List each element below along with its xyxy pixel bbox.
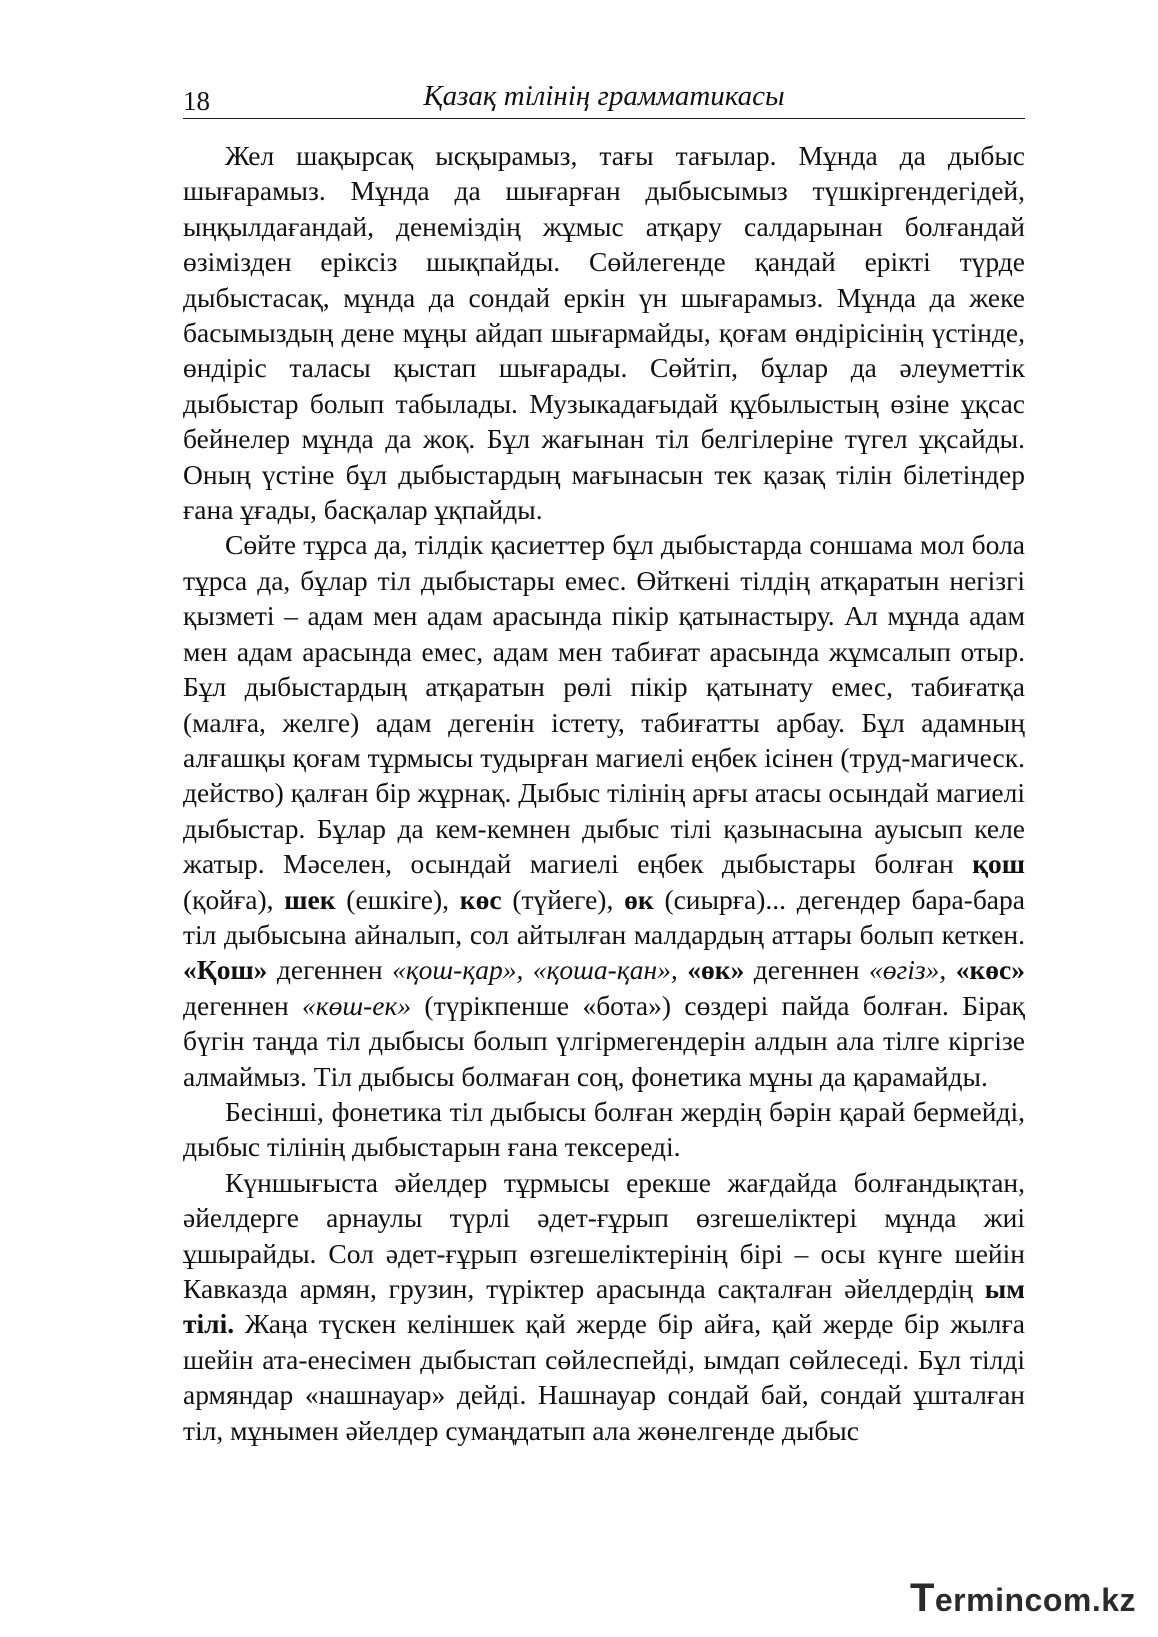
- watermark-text: ermincom.kz: [934, 1582, 1136, 1618]
- text-run: Сөйте тұрса да, тілдік қасиеттер бұл дыбыстарда соншама мол бола тұрса да, бұлар тіл дыбыстары емес. Өйткені тілдің атқаратын негізгі қызметі – адам мен адам арасында пікір қатынастыру. Ал мұнда адам мен адам арасында емес, адам мен табиғат арасында жұмсалып отыр. Бұл дыбыстардың атқаратын рөлі пікір қатынату емес, табиғатқа (малға, желге) адам дегенін істету, табиғатты арбау. Бұл адамның алғашқы қоғам тұрмысы тудырған магиелі еңбек ісінен (труд-магическ. действо) қалған бір жұрнақ. Дыбыс тілінің арғы атасы осындай магиелі дыбыстар. Бұлар да кем-кемнен дыбыс тілі қазынасына ауысып келе жатыр. Мәселен, осындай магиелі еңбек дыбыстары болған: [183, 529, 1025, 880]
- bold-term: өк: [624, 883, 654, 915]
- paragraph: [183, 138, 1025, 527]
- italic-term: «өгіз»,: [868, 954, 947, 986]
- running-title: Қазақ тілінің грамматикасы: [423, 80, 785, 112]
- watermark-logo: [910, 1576, 1136, 1621]
- paragraph: [183, 1094, 1025, 1165]
- text-run: Жел шақырсақ ысқырамыз, тағы тағылар. Мұнда да дыбыс шығарамыз. Мұнда да шығарған дыбысымыз түшкіргендегідей, ыңқылдағандай, денеміздің жұмыс атқару салдарынан болғандай өзімізден еріксіз шықпайды. Сөйлегенде қандай ерікті түрде дыбыстасақ, мұнда да сондай еркін үн шығарамыз. Мұнда да жеке басымыздың дене мұңы айдап шығармайды, қоғам өндірісінің үстінде, өндіріс таласы қыстап шығарады. Сөйтіп, бұлар да әлеуметтік дыбыстар болып табылады. Музыкадағыдай құбылыстың өзіне ұқсас бейнелер мұнда да жоқ. Бұл жағынан тіл белгілеріне түгел ұқсайды. Оның үстіне бұл дыбыстардың мағынасын тек қазақ тілін білетіндер ғана ұғады, басқалар ұқпайды.: [183, 140, 1025, 526]
- page-header: [183, 78, 1025, 119]
- bold-term: «өк»: [687, 954, 745, 986]
- text-run: дегеннен: [183, 989, 302, 1021]
- italic-term: «көш-ек»: [302, 989, 412, 1021]
- italic-term: «қош-қар», «қоша-қан»,: [392, 954, 678, 986]
- bold-term: «Қош»: [183, 954, 268, 986]
- bold-term: ым тілі.: [183, 1273, 1025, 1340]
- text-run: дегеннен: [267, 954, 393, 986]
- paragraph: [183, 1165, 1025, 1448]
- text-run: Бесінші, фонетика тіл дыбысы болған жердің бәрін қарай бермейді, дыбыс тілінің дыбыстарын ғана тексереді.: [183, 1095, 1025, 1163]
- text-run: (сиырға)... дегендер бара-бара тіл дыбысына айналып, сол айтылған малдардың аттары болып кеткен.: [183, 883, 1025, 950]
- text-run: (ешкіге),: [335, 883, 460, 915]
- bold-term: қош: [972, 848, 1025, 880]
- paragraph: [183, 527, 1025, 1094]
- bold-term: «көс»: [955, 954, 1025, 986]
- text-run: (түйеге),: [501, 883, 625, 915]
- text-run: [946, 954, 955, 985]
- text-run: (қойға),: [183, 883, 285, 915]
- body-text: [183, 138, 1025, 1448]
- bold-term: көс: [459, 883, 502, 915]
- page-number: 18: [183, 86, 210, 116]
- text-run: (түрікпенше «бота») сөздері пайда болған. Бірақ бүгін таңда тіл дыбысы болып үлгірмегендерін алдын ала тілге кіргізе алмаймыз. Тіл дыбысы болмаған соң, фонетика мұны да қарамайды.: [183, 989, 1025, 1092]
- text-run: дегеннен: [744, 954, 869, 986]
- text-run: [678, 954, 687, 985]
- text-run: Жаңа түскен келіншек қай жерде бір айға, қай жерде бір жылға шейін ата-енесімен дыбыстап сөйлеспейді, ымдап сөйлеседі. Бұл тілді армяндар «нашнауар» дейді. Нашнауар сондай бай, сондай ұшталған тіл, мұнымен әйелдер сумаңдатып ала жөнелгенде дыбыс: [183, 1308, 1025, 1446]
- watermark-initial: T: [909, 1576, 935, 1620]
- bold-term: шек: [284, 883, 336, 915]
- text-run: Күншығыста әйелдер тұрмысы ерекше жағдайда болғандықтан, әйелдерге арнаулы түрлі әдет-ғұрып өзгешеліктері мұнда жиі ұшырайды. Сол әдет-ғұрып өзгешеліктерінің бірі – осы күнге шейін Кавказда армян, грузин, түріктер арасында сақталған әйелдердің: [183, 1166, 1025, 1304]
